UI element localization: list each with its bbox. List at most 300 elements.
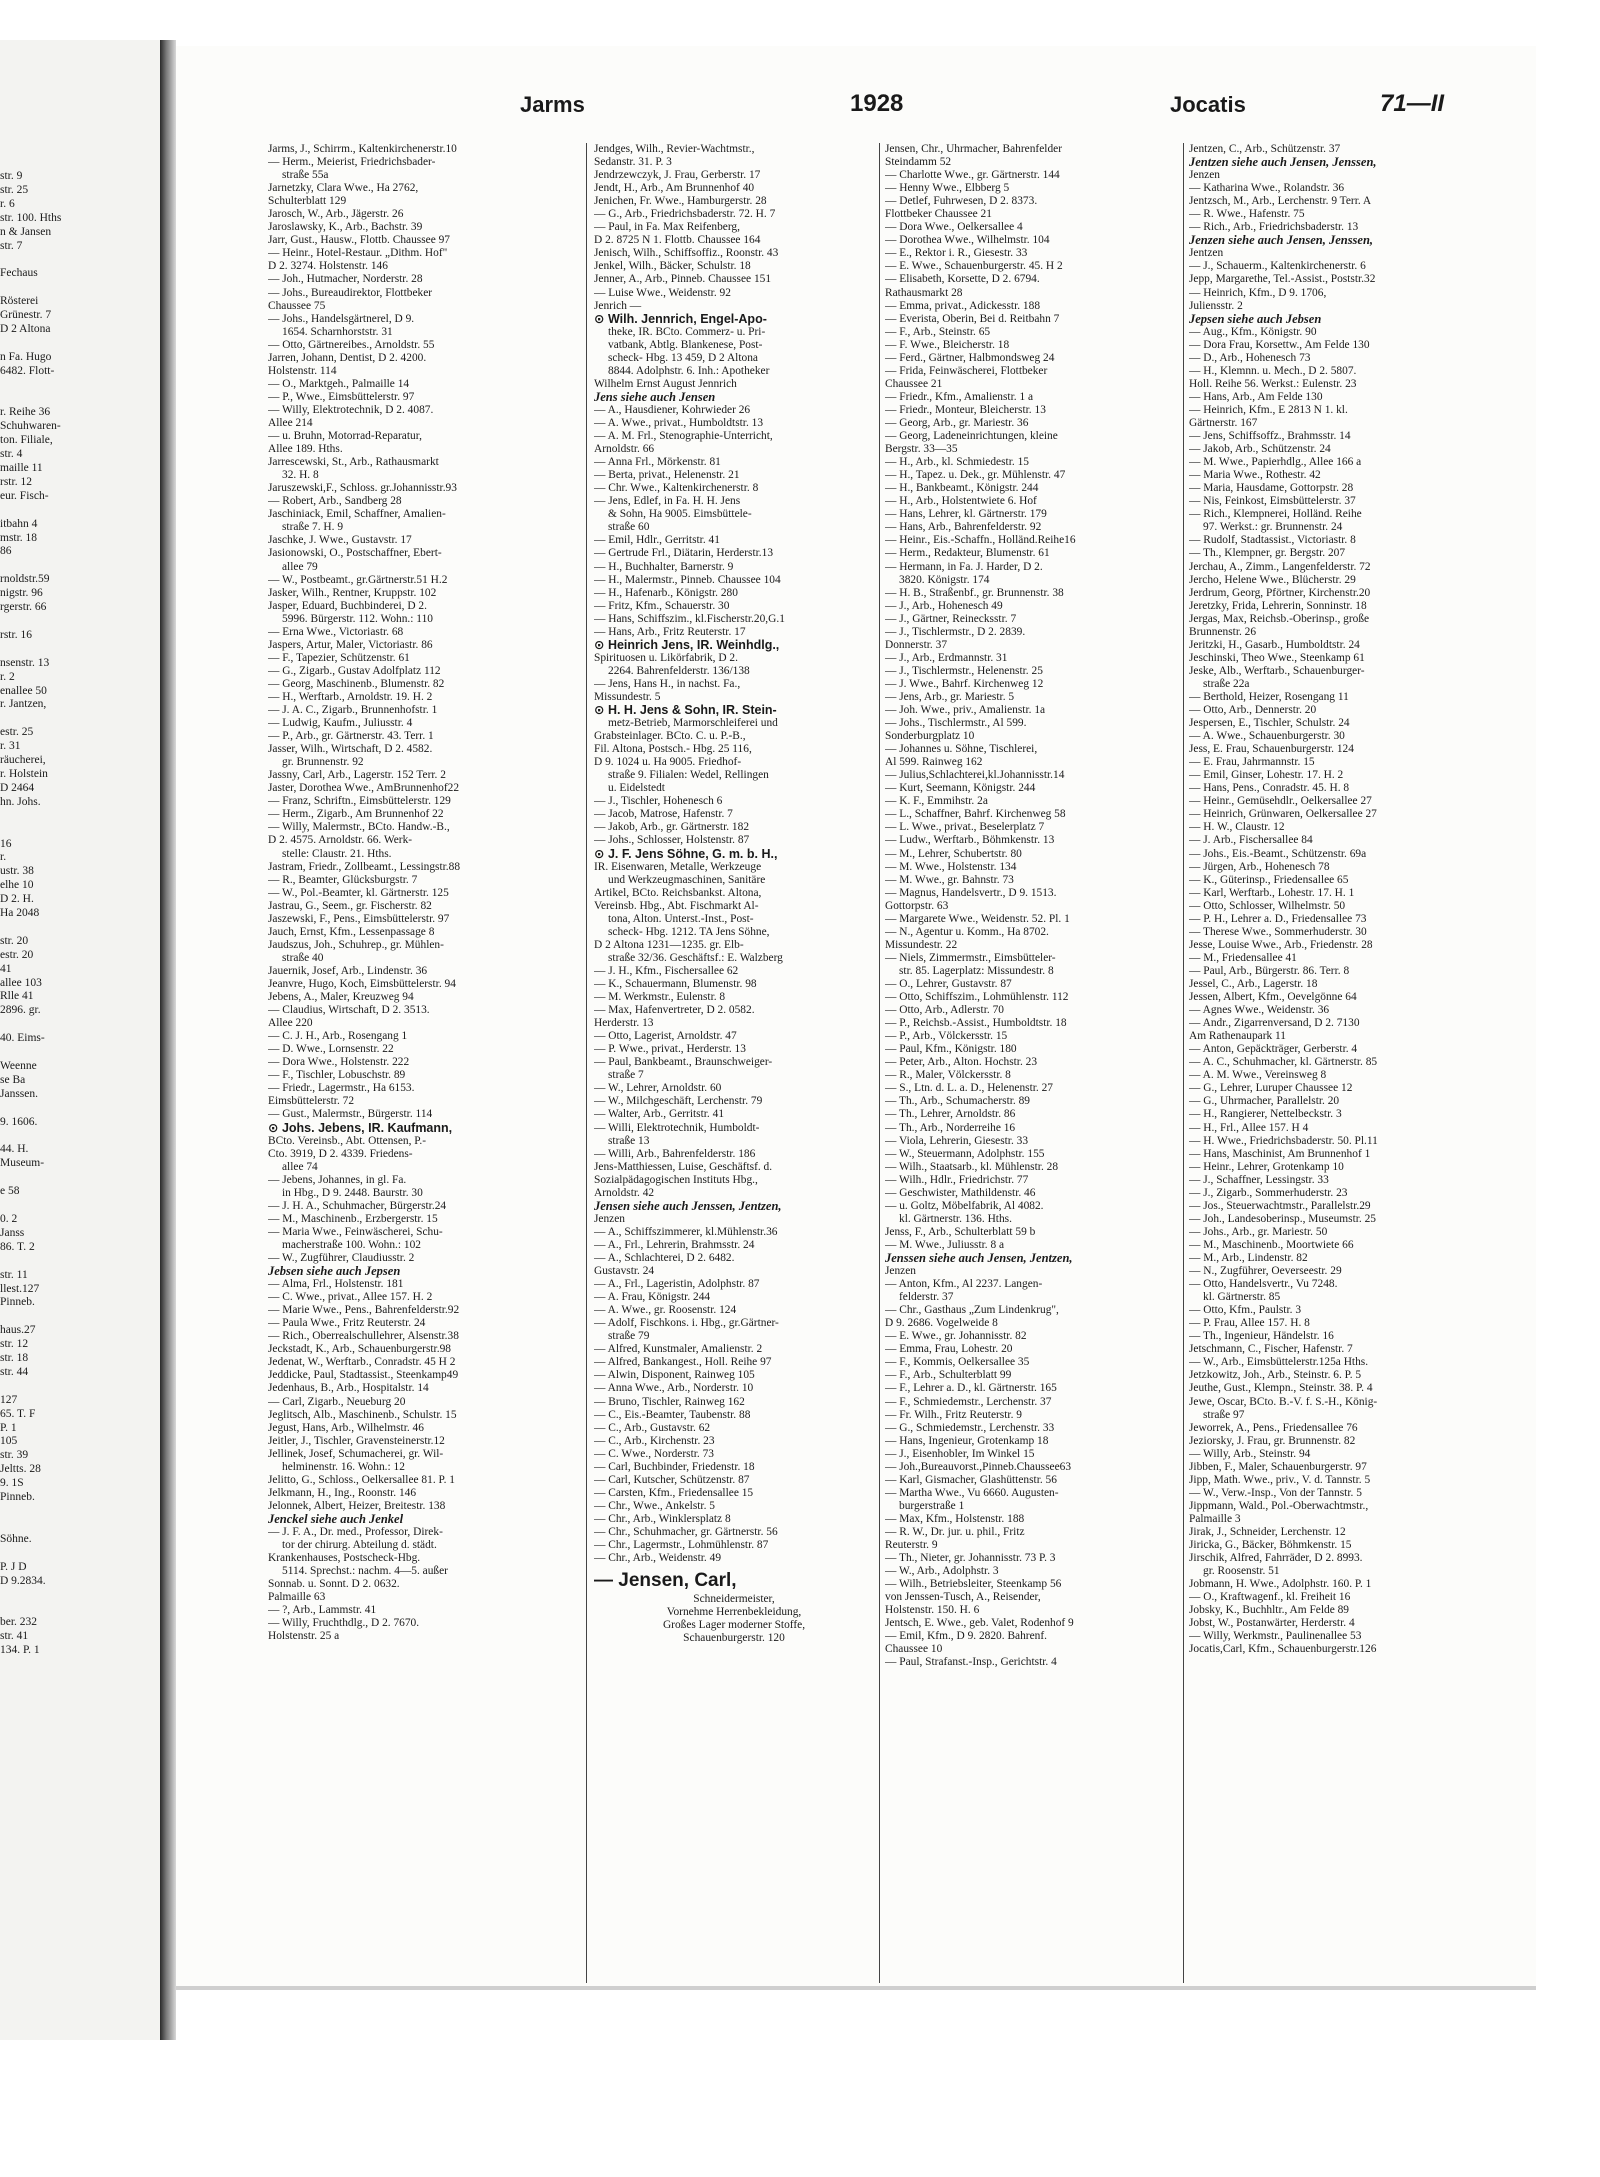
directory-entry-line: — J., Schauerm., Kaltenkirchenerstr. 6: [1189, 260, 1366, 273]
fragment-line: Janss: [0, 1226, 25, 1239]
directory-entry-line: Jaruszewski,F., Schloss. gr.Johannisstr.93: [268, 482, 457, 495]
directory-entry-line: felderstr. 37: [899, 1291, 954, 1304]
directory-entry-line: — Hans, Lehrer, kl. Gärtnerstr. 179: [885, 508, 1047, 521]
fragment-line: Schuhwaren-: [0, 420, 61, 433]
directory-entry-line: — Jens, Hans H., in nachst. Fa.,: [594, 677, 741, 690]
directory-entry-line: — Dorothea Wwe., Wilhelmstr. 104: [885, 234, 1050, 247]
directory-entry-line: — A. C., Schuhmacher, kl. Gärtnerstr. 85: [1189, 1056, 1378, 1069]
fragment-line: 16: [0, 837, 12, 850]
directory-entry-line: — Geschwister, Mathildenstr. 46: [885, 1186, 1036, 1199]
directory-entry-line: — A. Wwe., Schauenburgerstr. 30: [1189, 730, 1345, 743]
directory-entry-line: str. 85. Lagerplatz: Missundestr. 8: [899, 964, 1054, 977]
year-heading: 1928: [850, 90, 904, 117]
directory-entry-line: — A., Frl., Lageristin, Adolphstr. 87: [594, 1278, 760, 1291]
directory-entry-line: Jaschiniack, Emil, Schaffner, Amalien-: [268, 508, 446, 521]
fragment-line: [0, 1255, 150, 1269]
page-bottom-edge: [176, 1986, 1536, 1990]
directory-entry-line: — F., Lehrer a. D., kl. Gärtnerstr. 165: [885, 1382, 1057, 1395]
directory-entry-line: Jiricka, G., Bäcker, Böhmkenstr. 15: [1189, 1539, 1352, 1552]
directory-entry-line: Jarr, Gust., Hausw., Flottb. Chaussee 97: [268, 234, 450, 247]
fragment-line: D 2. H.: [0, 893, 34, 906]
fragment-line: str. 11: [0, 1268, 28, 1281]
directory-entry-line: D 2. 3274. Holstenstr. 146: [268, 260, 388, 273]
directory-entry-line: Jendt, H., Arb., Am Brunnenhof 40: [594, 182, 755, 195]
fragment-line: [0, 1046, 150, 1060]
directory-entry-line: — Th., Arb., Schumacherstr. 89: [885, 1095, 1031, 1108]
directory-entry-line: — Gertrude Frl., Diätarin, Herderstr.13: [594, 547, 774, 560]
directory-entry-line: — D. Wwe., Lornsenstr. 22: [268, 1043, 394, 1056]
directory-entry-line: — Chr., Wwe., Ankelstr. 5: [594, 1499, 715, 1512]
directory-entry-line: — Alma, Frl., Holstenstr. 181: [268, 1278, 404, 1291]
fragment-line: Ha 2048: [0, 907, 40, 920]
directory-entry-line: Jessen, Albert, Kfm., Oevelgönne 64: [1189, 991, 1357, 1004]
directory-entry-line: 2264. Bahrenfelderstr. 136/138: [608, 664, 750, 677]
directory-entry-line: — Max, Hafenvertreter, D 2. 0582.: [594, 1004, 755, 1017]
directory-entry-line: — Chr., Schuhmacher, gr. Gärtnerstr. 56: [594, 1525, 778, 1538]
directory-entry-line: — F., Tischler, Lobuschstr. 89: [268, 1069, 406, 1082]
directory-entry-line: Jauernik, Josef, Arb., Lindenstr. 36: [268, 964, 428, 977]
directory-entry-line: Jaroslawsky, K., Arb., Bachstr. 39: [268, 221, 423, 234]
fragment-line: 9. 1S: [0, 1477, 24, 1490]
fragment-line: [0, 1130, 150, 1144]
directory-entry-line: — A. Frau, Königstr. 244: [594, 1291, 711, 1304]
directory-entry-line: — J., Eisenhobler, Im Winkel 15: [885, 1447, 1035, 1460]
fragment-line: P. 1: [0, 1421, 17, 1434]
directory-entry-line: — Carl, Zigarb., Neueburg 20: [268, 1395, 406, 1408]
directory-entry-line: — Carsten, Kfm., Friedensallee 15: [594, 1486, 754, 1499]
fragment-line: D 2464: [0, 781, 35, 794]
fragment-line: r. Reihe 36: [0, 406, 51, 419]
fragment-line: str. 39: [0, 1449, 29, 1462]
directory-entry-line: Jensen, Chr., Uhrmacher, Bahrenfelder: [885, 143, 1062, 155]
directory-entry-line: Jarnetzky, Clara Wwe., Ha 2762,: [268, 182, 419, 195]
directory-entry-line: — J., Zigarb., Sommerhuderstr. 23: [1189, 1186, 1348, 1199]
directory-entry-line: Allee 214: [268, 416, 313, 429]
directory-entry-line: — Joh., Landesoberinsp., Museumstr. 25: [1189, 1212, 1376, 1225]
fragment-line: 86: [0, 545, 12, 558]
directory-entry-line: Sozialpädagogischen Instituts Hbg.,: [594, 1173, 758, 1186]
directory-entry-line: 5996. Bürgerstr. 112. Wohn.: 110: [282, 612, 433, 625]
directory-entry-line: — J., Arb., Erdmannstr. 31: [885, 651, 1008, 664]
directory-entry-line: — Georg, Arb., gr. Mariestr. 36: [885, 416, 1029, 429]
directory-entry-line: — Paul, Strafanst.-Insp., Gerichtstr. 4: [885, 1656, 1057, 1669]
directory-entry-line: Jaster, Dorothea Wwe., AmBrunnenhof22: [268, 782, 460, 795]
directory-entry-line: Gustavstr. 24: [594, 1265, 655, 1278]
fragment-line: llest.127: [0, 1282, 40, 1295]
fragment-line: [0, 1519, 150, 1533]
fragment-line: r.: [0, 851, 7, 864]
directory-entry-line: — Joh.,Bureauvorst.,Pinneb.Chaussee63: [885, 1460, 1072, 1473]
directory-entry-line: Jassny, Carl, Arb., Lagerstr. 152 Terr. 2: [268, 769, 446, 782]
fragment-line: rnoldstr.59: [0, 573, 50, 586]
directory-entry-line: gr. Brunnenstr. 92: [282, 756, 364, 769]
directory-entry-line: vatbank, Abtlg. Blankenese, Post-: [608, 338, 763, 351]
fragment-line: r. Jantzen,: [0, 698, 47, 711]
directory-entry-line: Jaudszus, Joh., Schuhrep., gr. Mühlen-: [268, 938, 444, 951]
directory-entry-line: — Rudolf, Stadtassist., Victoriastr. 8: [1189, 534, 1356, 547]
directory-entry-line: — A., Schiffszimmerer, kl.Mühlenstr.36: [594, 1225, 778, 1238]
directory-entry-line: Jentzen siehe auch Jensen, Jenssen,: [1189, 156, 1377, 170]
directory-entry-line: — Wilh., Hdlr., Friedrichstr. 77: [885, 1173, 1029, 1186]
directory-entry-line: Schauenburgerstr. 120: [683, 1632, 785, 1645]
directory-entry-line: — H., Arb., kl. Schmiedestr. 15: [885, 456, 1029, 469]
directory-entry-line: Jenckel siehe auch Jenkel: [268, 1512, 404, 1526]
fragment-line: se Ba: [0, 1073, 26, 1086]
directory-entry-line: — E. Wwe., gr. Johannisstr. 82: [885, 1330, 1027, 1343]
directory-entry-line: — W., Arb., Eimsbüttelerstr.125a Hths.: [1189, 1356, 1369, 1369]
directory-entry-line: Jelitto, G., Schloss., Oelkersallee 81. P. 1: [268, 1473, 455, 1486]
directory-entry-line: D 2 Altona 1231—1235. gr. Elb-: [594, 938, 744, 951]
directory-entry-line: Arnoldstr. 66: [594, 443, 655, 456]
directory-entry-line: — Chr., Lagermstr., Lohmühlenstr. 87: [594, 1539, 769, 1552]
fragment-line: [0, 1547, 150, 1561]
fragment-line: e 58: [0, 1185, 20, 1198]
fragment-line: [0, 504, 150, 518]
directory-entry-line: — H. B., Straßenbf., gr. Brunnenstr. 38: [885, 586, 1064, 599]
directory-entry-line: Jobsky, K., Buchhltr., Am Felde 89: [1189, 1604, 1349, 1617]
fragment-line: Rösterei: [0, 295, 39, 308]
directory-entry-line: Jobmann, H. Wwe., Adolphstr. 160. P. 1: [1189, 1578, 1372, 1591]
directory-entry-line: — Adolf, Fischkons. i. Hbg., gr.Gärtner-: [594, 1317, 779, 1330]
directory-entry-line: — Herm., Redakteur, Blumenstr. 61: [885, 547, 1050, 560]
directory-entry-line: — Joh. Wwe., priv., Amalienstr. 1a: [885, 704, 1046, 717]
directory-entry-line: Palmaille 63: [268, 1591, 326, 1604]
directory-entry-line: — Hans, Schiffszim., kl.Fischerstr.20,G.1: [594, 612, 785, 625]
directory-entry-line: Chaussee 21: [885, 377, 943, 390]
page-number: 71—II: [1380, 90, 1445, 117]
directory-entry-line: — Jakob, Arb., gr. Gärtnerstr. 182: [594, 821, 750, 834]
directory-entry-line: — Th., Klempner, gr. Bergstr. 207: [1189, 547, 1346, 560]
fragment-line: n & Jansen: [0, 225, 52, 238]
directory-entry-line: Rathausmarkt 28: [885, 286, 963, 299]
directory-entry-line: — Heinrich, Kfm., D 9. 1706,: [1189, 286, 1327, 299]
directory-entry-line: — Th., Nieter, gr. Johannisstr. 73 P. 3: [885, 1552, 1056, 1565]
directory-entry-line: Jedenat, W., Werftarb., Conradstr. 45 H 2: [268, 1356, 456, 1369]
directory-entry-line: tona, Alton. Unterst.-Inst., Post-: [608, 912, 754, 925]
directory-entry-line: straße 7: [608, 1069, 644, 1082]
directory-entry-line: — Maria Wwe., Feinwäscherei, Schu-: [268, 1225, 443, 1238]
directory-entry-line: — W., Arb., Adolphstr. 3: [885, 1565, 999, 1578]
directory-entry-line: — Katharina Wwe., Rolandstr. 36: [1189, 182, 1345, 195]
directory-entry-line: — Anna Wwe., Arb., Norderstr. 10: [594, 1382, 754, 1395]
directory-entry-line: — H., Frl., Allee 157. H 4: [1189, 1121, 1309, 1134]
directory-entry-line: — Emil, Ginser, Lohestr. 17. H. 2: [1189, 769, 1344, 782]
directory-entry-line: — J. Arb., Fischersallee 84: [1189, 834, 1313, 847]
directory-entry-line: — Dora Wwe., Oelkersallee 4: [885, 221, 1023, 234]
directory-entry-line: — Erna Wwe., Victoriastr. 68: [268, 625, 404, 638]
fragment-line: Museum-: [0, 1157, 45, 1170]
directory-entry-line: Wilhelm Ernst August Jennrich: [594, 377, 737, 390]
directory-entry-line: — Agnes Wwe., Weidenstr. 36: [1189, 1004, 1330, 1017]
directory-entry-line: Jenss, F., Arb., Schulterblatt 59 b: [885, 1225, 1036, 1238]
directory-entry-line: — ?, Arb., Lammstr. 41: [268, 1604, 377, 1617]
directory-entry-line: — P. H., Lehrer a. D., Friedensallee 73: [1189, 912, 1367, 925]
directory-entry-line: — Hans, Arb., Bahrenfelderstr. 92: [885, 521, 1042, 534]
directory-entry-line: — F., Kommis, Oelkersallee 35: [885, 1356, 1030, 1369]
directory-entry-line: — A. M. Frl., Stenographie-Unterricht,: [594, 430, 773, 443]
directory-entry-line: — Otto, Schiffszim., Lohmühlenstr. 112: [885, 991, 1069, 1004]
directory-entry-line: — F., Schmiedemstr., Lerchenstr. 37: [885, 1395, 1052, 1408]
directory-entry-line: — H. W., Claustr. 12: [1189, 821, 1285, 834]
directory-entry-line: — J., Gärtner, Reinecksstr. 7: [885, 612, 1017, 625]
directory-entry-line: straße 32/36. Geschäftsf.: E. Walzberg: [608, 951, 783, 964]
book-gutter: [160, 40, 176, 2040]
directory-entry-line: — Th., Ingenieur, Händelstr. 16: [1189, 1330, 1334, 1343]
directory-entry-line: — Dora Frau, Korsettw., Am Felde 130: [1189, 338, 1370, 351]
directory-entry-line: Jentzen: [1189, 247, 1224, 260]
fragment-line: Janssen.: [0, 1087, 39, 1100]
directory-entry-line: — Niels, Zimmermstr., Eimsbütteler-: [885, 951, 1056, 964]
directory-entry-line: Jauch, Ernst, Kfm., Lessenpassage 8: [268, 925, 435, 938]
directory-entry-line: — J., Tischlermstr., Helenenstr. 25: [885, 664, 1043, 677]
directory-entry-line: — Heinrich, Kfm., E 2813 N 1. kl.: [1189, 403, 1348, 416]
fragment-line: [0, 921, 150, 935]
directory-entry-line: — Elisabeth, Korsette, D 2. 6794.: [885, 273, 1040, 286]
fragment-line: 44. H.: [0, 1143, 29, 1156]
directory-entry-line: — Chr. Wwe., Kaltenkirchenerstr. 8: [594, 482, 759, 495]
directory-entry-line: Al 599. Rainweg 162: [885, 756, 983, 769]
directory-entry-line: Krankenhauses, Postscheck-Hbg.: [268, 1552, 421, 1565]
directory-entry-line: Jenichen, Fr. Wwe., Hamburgerstr. 28: [594, 195, 767, 208]
directory-entry-line: — C. Wwe., Norderstr. 73: [594, 1447, 715, 1460]
directory-entry-line: — Emil, Hdlr., Gerritstr. 41: [594, 534, 720, 547]
fragment-line: r. 31: [0, 740, 21, 753]
directory-entry-line: Missundestr. 5: [594, 690, 661, 703]
directory-entry-line: — Bruno, Tischler, Rainweg 162: [594, 1395, 745, 1408]
directory-entry-line: Eimsbüttelerstr. 72: [268, 1095, 355, 1108]
directory-entry-line: — W., Zugführer, Claudiusstr. 2: [268, 1251, 415, 1264]
directory-entry-line: — Fritz, Kfm., Schauerstr. 30: [594, 599, 730, 612]
directory-entry-line: Jebsen siehe auch Jepsen: [268, 1265, 401, 1279]
directory-entry-line: — A. Wwe., privat., Humboldtstr. 13: [594, 416, 764, 429]
directory-entry-line: — W., Milchgeschäft, Lerchenstr. 79: [594, 1095, 763, 1108]
directory-entry-line: — H., Rangierer, Nettelbeckstr. 3: [1189, 1108, 1342, 1121]
directory-entry-line: — E., Rektor i. R., Giesestr. 33: [885, 247, 1028, 260]
directory-entry-line: — Max, Kfm., Holstenstr. 188: [885, 1512, 1025, 1525]
directory-entry-line: Jasionowski, O., Postschaffner, Ebert-: [268, 547, 442, 560]
directory-entry-line: — Anna Frl., Mörkenstr. 81: [594, 456, 721, 469]
directory-entry-line: — C., Arb., Kirchenstr. 23: [594, 1434, 715, 1447]
directory-entry-line: — J., Arb., Hohenesch 49: [885, 599, 1003, 612]
directory-entry-line: Jentzen, C., Arb., Schützenstr. 37: [1189, 143, 1341, 155]
directory-entry-line: — Georg, Maschinenb., Blumenstr. 82: [268, 677, 445, 690]
fragment-line: 0. 2: [0, 1212, 18, 1225]
directory-entry-line: Jenner, A., Arb., Pinneb. Chaussee 151: [594, 273, 772, 286]
directory-entry-line: allee 74: [282, 1160, 318, 1173]
directory-entry-line: Am Rathenaupark 11: [1189, 1030, 1287, 1043]
directory-entry-line: straße 40: [282, 951, 324, 964]
directory-entry-line: — H., Arb., Holstentwiete 6. Hof: [885, 495, 1037, 508]
directory-entry-line: straße 97: [1203, 1408, 1245, 1421]
directory-entry-line: Juliensstr. 2: [1189, 299, 1243, 312]
fragment-line: str. 44: [0, 1365, 29, 1378]
fragment-line: Pinneb.: [0, 1491, 35, 1504]
directory-entry-line: — Johs., Tischlermstr., Al 599.: [885, 717, 1027, 730]
directory-entry-line: Brunnenstr. 26: [1189, 625, 1257, 638]
directory-entry-line: — O., Kraftwagenf., kl. Freiheit 16: [1189, 1591, 1351, 1604]
fragment-line: mstr. 18: [0, 531, 38, 544]
fragment-line: elhe 10: [0, 879, 34, 892]
fragment-line: Fechaus: [0, 267, 38, 280]
directory-entry-line: — Otto, Arb., Dennerstr. 20: [1189, 704, 1317, 717]
directory-entry-line: — R. W., Dr. jur. u. phil., Fritz: [885, 1525, 1025, 1538]
directory-entry-line: — Andr., Zigarrenversand, D 2. 7130: [1189, 1017, 1360, 1030]
directory-entry-line: Missundestr. 22: [885, 938, 958, 951]
directory-entry-line: — M. Wwe., Papierhdlg., Allee 166 a: [1189, 456, 1362, 469]
fragment-line: [0, 1102, 150, 1116]
directory-entry-line: allee 79: [282, 560, 318, 573]
fragment-line: Jeltts. 28: [0, 1463, 41, 1476]
directory-entry-line: — Otto, Kfm., Paulstr. 3: [1189, 1304, 1302, 1317]
fragment-line: [0, 1199, 150, 1213]
directory-entry-line: — L. Wwe., privat., Beselerplatz 7: [885, 821, 1045, 834]
directory-entry-line: — Wilh., Betriebsleiter, Steenkamp 56: [885, 1578, 1062, 1591]
directory-entry-line: — Chr., Gasthaus „Zum Lindenkrug",: [885, 1304, 1059, 1317]
fragment-line: str. 25: [0, 183, 29, 196]
directory-entry-line: — Paula Wwe., Fritz Reuterstr. 24: [268, 1317, 426, 1330]
directory-entry-line: — Maria, Hausdame, Gottorpstr. 28: [1189, 482, 1354, 495]
directory-entry-line: — Everista, Oberin, Bei d. Reitbahn 7: [885, 312, 1060, 325]
directory-entry-line: — P. Wwe., privat., Herderstr. 13: [594, 1043, 746, 1056]
directory-entry-line: Jaszewski, F., Pens., Eimsbüttelerstr. 97: [268, 912, 450, 925]
directory-entry-line: — Franz, Schriftn., Eimsbüttelerstr. 129: [268, 795, 451, 808]
directory-entry-line: — Willy, Fruchthdlg., D 2. 7670.: [268, 1617, 420, 1630]
directory-entry-line: Jeitler, J., Tischler, Gravensteinerstr.12: [268, 1434, 445, 1447]
directory-entry-line: Jasper, Eduard, Buchbinderei, D 2.: [268, 599, 427, 612]
directory-entry-line: — Carl, Kutscher, Schützenstr. 87: [594, 1473, 750, 1486]
directory-entry-line: Jelkmann, H., Ing., Roonstr. 146: [268, 1486, 417, 1499]
directory-entry-line: — Heinr., Eis.-Schaffn., Holländ.Reihe16: [885, 534, 1076, 547]
directory-entry-line: 97. Werkst.: gr. Brunnenstr. 24: [1203, 521, 1343, 534]
last-entry-keyword: Jocatis: [1170, 92, 1246, 117]
directory-entry-line: Schulterblatt 129: [268, 195, 347, 208]
directory-entry-line: — Alfred, Bankangest., Holl. Reihe 97: [594, 1356, 772, 1369]
directory-entry-line: Jocatis,Carl, Kfm., Schauenburgerstr.126: [1189, 1643, 1377, 1656]
fragment-line: [0, 824, 150, 838]
directory-entry-line: — H., Hafenarb., Königstr. 280: [594, 586, 738, 599]
fragment-line: Rlle 41: [0, 990, 34, 1003]
directory-entry-line: Jaschke, J. Wwe., Gustavstr. 17: [268, 534, 412, 547]
directory-entry-line: Sedanstr. 31. P. 3: [594, 156, 672, 169]
directory-entry-line: — Willy, Arb., Steinstr. 94: [1189, 1447, 1311, 1460]
directory-entry-line: — M., Friedensallee 41: [1189, 951, 1297, 964]
directory-entry-line: helminenstr. 16. Wohn.: 12: [282, 1460, 405, 1473]
directory-entry-line: scheck- Hbg. 13 459, D 2 Altona: [608, 351, 758, 364]
directory-entry-line: Jaspers, Artur, Maler, Victoriastr. 86: [268, 638, 433, 651]
directory-entry-line: und Werkzeugmaschinen, Sanitäre: [608, 873, 766, 886]
fragment-line: haus.27: [0, 1324, 36, 1337]
directory-entry-line: macherstraße 100. Wohn.: 102: [282, 1238, 422, 1251]
directory-entry-line: — N., Agentur u. Komm., Ha 8702.: [885, 925, 1049, 938]
fragment-line: r. 6: [0, 197, 15, 210]
directory-entry-line: Jetschmann, C., Fischer, Hafenstr. 7: [1189, 1343, 1353, 1356]
directory-entry-line: — Detlef, Fuhrwesen, D 2. 8373.: [885, 195, 1038, 208]
fragment-line: [0, 281, 150, 295]
directory-entry-line: Jeziorsky, J. Frau, gr. Brunnenstr. 82: [1189, 1434, 1356, 1447]
directory-entry-line: straße 7. H. 9: [282, 521, 344, 534]
directory-entry-line: — Viola, Lehrerin, Giesestr. 33: [885, 1134, 1029, 1147]
directory-entry-line: — Paul, Bankbeamt., Braunschweiger-: [594, 1056, 773, 1069]
fragment-line: [0, 810, 150, 824]
directory-entry-line: — K., Güterinsp., Friedensallee 65: [1189, 873, 1349, 886]
directory-entry-line: Jarrescewski, St., Arb., Rathausmarkt: [268, 456, 439, 469]
directory-entry-line: straße 79: [608, 1330, 650, 1343]
directory-entry-line: Jeworrek, A., Pens., Friedensallee 76: [1189, 1421, 1358, 1434]
fragment-line: [0, 1310, 150, 1324]
directory-entry-line: — Johs., Bureaudirektor, Flottbeker: [268, 286, 433, 299]
directory-entry-line: Donnerstr. 37: [885, 638, 948, 651]
fragment-line: eur. Fisch-: [0, 489, 49, 502]
fragment-line: rgerstr. 66: [0, 601, 47, 614]
directory-entry-line: Jirschik, Alfred, Fahrräder, D 2. 8993.: [1189, 1552, 1363, 1565]
directory-entry-line: Jobst, W., Postanwärter, Herderstr. 4: [1189, 1617, 1355, 1630]
directory-entry-line: — Hans, Maschinist, Am Brunnenhof 1: [1189, 1147, 1371, 1160]
directory-entry-line: Herderstr. 13: [594, 1017, 654, 1030]
directory-entry-line: — u. Bruhn, Motorrad-Reparatur,: [268, 430, 422, 443]
fragment-line: str. 41: [0, 1630, 29, 1643]
fragment-line: ber. 232: [0, 1616, 38, 1629]
directory-entry-line: — u. Goltz, Möbelfabrik, Al 4082.: [885, 1199, 1044, 1212]
directory-entry-line: — F., Arb., Schulterblatt 99: [885, 1369, 1012, 1382]
directory-entry-line: — H., Buchhalter, Barnerstr. 9: [594, 560, 734, 573]
fragment-line: 127: [0, 1393, 18, 1406]
directory-entry-line: — A. Wwe., gr. Roosenstr. 124: [594, 1304, 737, 1317]
directory-entry-line: gr. Roosenstr. 51: [1203, 1565, 1280, 1578]
column-rule: [879, 143, 880, 1983]
fragment-line: hn. Johs.: [0, 795, 41, 808]
directory-entry-line: — P. Frau, Allee 157. H. 8: [1189, 1317, 1310, 1330]
directory-entry-line: — R., Maler, Völckersstr. 8: [885, 1069, 1011, 1082]
directory-entry-line: 32. H. 8: [282, 469, 319, 482]
directory-entry-line: — Friedr., Lagermstr., Ha 6153.: [268, 1082, 415, 1095]
directory-entry-line: Jegust, Hans, Arb., Wilhelmstr. 46: [268, 1421, 424, 1434]
directory-entry-line: Jenkel, Wilh., Bäcker, Schulstr. 18: [594, 260, 751, 273]
directory-entry-line: Artikel, BCto. Reichsbankst. Altona,: [594, 886, 762, 899]
directory-entry-line: — C., Arb., Gustavstr. 62: [594, 1421, 711, 1434]
directory-entry-line: — Hans, Arb., Am Felde 130: [1189, 390, 1323, 403]
directory-entry-line: — Willi, Elektrotechnik, Humboldt-: [594, 1121, 760, 1134]
directory-entry-line: — Nis, Feinkost, Eimsbüttelerstr. 37: [1189, 495, 1356, 508]
directory-entry-line: Jarren, Johann, Dentist, D 2. 4200.: [268, 351, 427, 364]
directory-entry-line: theke, IR. BCto. Commerz- u. Pri-: [608, 325, 766, 338]
directory-entry-line: — Jens, Arb., gr. Mariestr. 5: [885, 690, 1015, 703]
directory-entry-line: — Rich., Arb., Friedrichsbaderstr. 13: [1189, 221, 1359, 234]
directory-entry-line: — H., Klemnn. u. Mech., D 2. 5807.: [1189, 364, 1357, 377]
directory-entry-line: Jeddicke, Paul, Stadtassist., Steenkamp49: [268, 1369, 459, 1382]
directory-entry-line: — Johs., Eis.-Beamt., Schützenstr. 69a: [1189, 847, 1367, 860]
directory-entry-line: Jellinek, Josef, Schumacherei, gr. Wil-: [268, 1447, 444, 1460]
directory-entry-line: metz-Betrieb, Marmorschleiferei und: [608, 717, 778, 730]
directory-entry-line: — M., Maschinenb., Moortwiete 66: [1189, 1238, 1354, 1251]
directory-entry-line: stelle: Claustr. 21. Hths.: [282, 847, 392, 860]
directory-entry-line: — Magnus, Handelsvertr., D 9. 1513.: [885, 886, 1057, 899]
directory-entry-line: — Heinr., Lehrer, Grotenkamp 10: [1189, 1160, 1344, 1173]
directory-entry-line: u. Eidelstedt: [608, 782, 665, 795]
directory-entry-line: burgerstraße 1: [899, 1499, 965, 1512]
directory-entry-line: Jedenhaus, B., Arb., Hospitalstr. 14: [268, 1382, 429, 1395]
directory-entry-line: — Friedr., Monteur, Bleicherstr. 13: [885, 403, 1046, 416]
directory-entry-line: Jenzen: [594, 1212, 625, 1225]
directory-entry-line: Reuterstr. 9: [885, 1539, 938, 1552]
fragment-line: itbahn 4: [0, 517, 38, 530]
directory-entry-line: kl. Gärtnerstr. 136. Hths.: [899, 1212, 1012, 1225]
directory-entry-line: Jeschinski, Theo Wwe., Steenkamp 61: [1189, 651, 1365, 664]
directory-entry-line: Holstenstr. 25 a: [268, 1630, 340, 1643]
fragment-line: [0, 559, 150, 573]
directory-entry-line: Holstenstr. 150. H. 6: [885, 1604, 980, 1617]
directory-entry-line: Vereinsb. Hbg., Abt. Fischmarkt Al-: [594, 899, 759, 912]
directory-entry-line: — Kurt, Seemann, Königstr. 244: [885, 782, 1036, 795]
